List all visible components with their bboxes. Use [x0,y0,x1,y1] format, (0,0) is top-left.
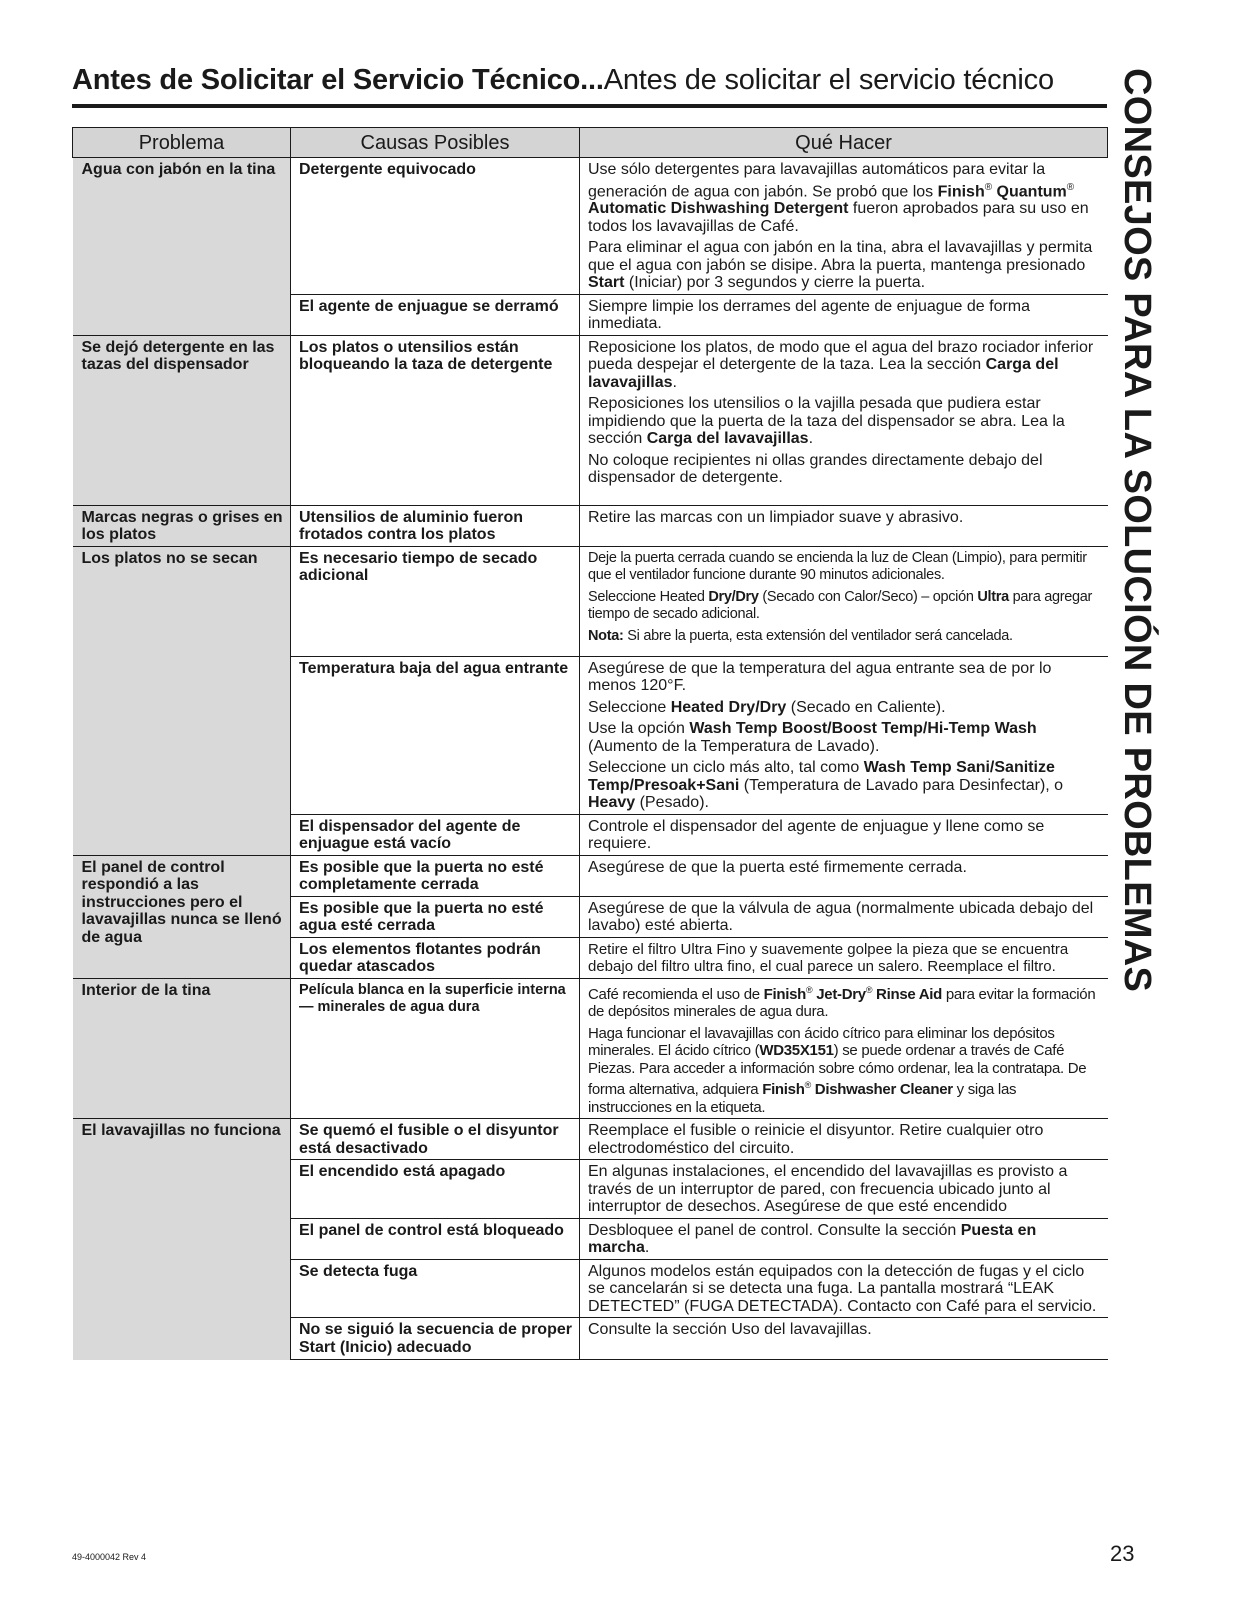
document-number: 49-4000042 Rev 4 [72,1552,147,1562]
table-row [73,855,1108,896]
registered-mark: ® [806,984,813,995]
text-bold: Finish [763,985,807,1003]
registered-mark: ® [1066,181,1075,193]
text: fueron aprobados para su uso en todos los lavavajillas de Café. [588,200,1089,235]
text-bold: Quantum [996,182,1067,200]
text: Seleccione un ciclo más alto, tal como [588,759,864,777]
text: Si abre la puerta, esta extensión del ventilador será cancelada. [623,627,1013,644]
text: . [672,373,677,391]
solution-cell: Consulte la sección Uso del lavavajillas. [580,1318,1108,1360]
registered-mark: ® [865,984,873,995]
solution-cell [580,1218,1108,1259]
page-title [72,62,1107,98]
text: Seleccione Heated [588,588,709,605]
text-bold: Wash Temp Sani/Sanitize Temp/Presoak+Sani [588,759,1055,794]
cause-cell: El panel de control está bloqueado [291,1218,580,1259]
solution-paragraph [588,982,1102,1021]
text: (Secado en Caliente). [786,698,946,716]
solution-cell: Reemplace el fusible o reinicie el disyuntor. Retire cualquier otro electrodoméstico del circuito. [580,1119,1108,1160]
text: para evitar la formación de depósitos minerales de agua dura. [588,985,1096,1021]
registered-mark: ® [984,181,993,193]
solution-cell: Algunos modelos están equipados con la detección de fugas y el ciclo se cancelarán si se detecta una fuga. La pantalla mostrará “LEAK DETECTED” (FUGA DETECTADA). Contacto con Café para el servicio. [580,1259,1108,1318]
cause-cell: Los platos o utensilios están bloqueando la taza de detergente [291,335,580,505]
table-row [73,158,1108,295]
text-bold: Carga del lavavajillas [588,356,1059,391]
side-section-title: CONSEJOS PARA LA SOLUCIÓN DE PROBLEMAS [1116,68,1158,993]
cause-cell: Utensilios de aluminio fueron frotados contra los platos [291,505,580,546]
text: para agregar tiempo de secado adicional. [588,588,1093,623]
text: (Secado con Calor/Seco) – opción [758,588,978,605]
cause-cell: El agente de enjuague se derramó [291,294,580,335]
text: Desbloquee el panel de control. Consulte la sección [588,1221,961,1239]
solution-paragraph: Asegúrese de que la temperatura del agua entrante sea de por lo menos 120°F. [588,659,1052,695]
text: Reposiciones los utensilios o la vajilla pesada que pudiera estar impidiendo que la puerta de la taza del dispensador se abra. Lea la sección [588,395,1065,448]
cause-cell: El dispensador del agente de enjuague está vacío [291,814,580,855]
text: ) se puede ordenar a través de Café Piezas. Para acceder a información sobre cómo ordenar, lea la contratapa. De forma alternativa, adquiera [588,1042,1087,1099]
solution-cell [580,656,1108,814]
solution-cell: Controle el dispensador del agente de enjuague y llene como se requiere. [580,814,1108,855]
header-que-hacer: Qué Hacer [580,128,1108,158]
table-row [73,335,1108,505]
cause-cell: Temperatura baja del agua entrante [291,656,580,814]
text: Use la opción [588,720,690,738]
solution-cell [580,158,1108,295]
problem-cell: Se dejó detergente en las tazas del dispensador [73,335,291,505]
table-row [73,1119,1108,1160]
solution-paragraph [588,699,1102,717]
page-title-bold: Antes de Solicitar el Servicio Técnico... [72,64,604,96]
text-bold: Heated Dry/Dry [670,698,787,716]
text: Reposicione los platos, de modo que el agua del brazo rociador inferior pueda despejar el detergente de la taza. Lea la sección [588,338,1094,374]
text: Use sólo detergentes para lavavajillas automáticos para evitar la generación de agua con jabón. Se probó que los [588,161,1046,200]
text-bold: WD35X151 [759,1042,834,1060]
table-row [73,978,1108,1119]
table-header-row [73,128,1108,158]
solution-cell: Retire el filtro Ultra Fino y suavemente golpee la pieza que se encuentra debajo del filtro ultra fino, el cual parece un salero. Reemplace el filtro. [580,937,1108,978]
cause-cell: El encendido está apagado [291,1160,580,1219]
cause-cell: No se siguió la secuencia de proper Start (Inicio) adecuado [291,1318,580,1360]
solution-paragraph [588,161,1102,235]
text: Para eliminar el agua con jabón en la tina, abra el lavavajillas y permita que el agua con jabón se disipe. Abra la puerta, mantenga presionado [588,239,1093,274]
solution-paragraph [588,759,1102,812]
solution-paragraph [588,720,1102,755]
solution-cell: En algunas instalaciones, el encendido del lavavajillas es provisto a través de un interruptor de pared, con frecuencia ubicado junto al interruptor de desechos. Asegúrese de que esté encendido [580,1160,1108,1219]
cause-cell: Película blanca en la superficie interna — minerales de agua dura [291,978,580,1119]
cause-cell: Se detecta fuga [291,1259,580,1318]
solution-paragraph [588,1025,1102,1117]
cause-cell: Es necesario tiempo de secado adicional [291,546,580,656]
text-bold: Jet-Dry [812,985,866,1003]
text-bold: Rinse Aid [872,985,942,1003]
solution-cell [580,546,1108,656]
cause-cell: Es posible que la puerta no esté completamente cerrada [291,855,580,896]
problem-cell: Marcas negras o grises en los platos [73,505,291,546]
text-bold: Carga del lavavajillas [646,430,809,448]
solution-cell [580,335,1108,505]
cause-cell: Los elementos flotantes podrán quedar atascados [291,937,580,978]
page-title-regular: Antes de solicitar el servicio técnico [603,64,1054,96]
text-bold: Ultra [977,588,1009,605]
header-causas: Causas Posibles [291,128,580,158]
text-bold: Start [588,274,625,292]
text: . [808,430,814,448]
troubleshooting-table-container [72,127,1107,1360]
solution-paragraph: No coloque recipientes ni ollas grandes directamente debajo del dispensador de detergente. [588,451,1043,487]
solution-paragraph [588,589,1102,624]
solution-paragraph [588,395,1102,448]
text-bold: Finish [762,1081,805,1099]
text-bold: Automatic Dishwashing Detergent [588,200,849,218]
troubleshooting-table [72,127,1108,1360]
text-bold: Puesta en marcha [588,1221,1037,1257]
solution-paragraph: Deje la puerta cerrada cuando se encienda la luz de Clean (Limpio), para permitir que el ventilador funcione durante 90 minutos adicionales. [588,549,1087,584]
text: (Iniciar) por 3 segundos y cierre la puerta. [624,274,926,292]
text: (Aumento de la Temperatura de Lavado). [588,737,880,755]
solution-paragraph [588,239,1102,292]
solution-cell: Asegúrese de que la puerta esté firmemente cerrada. [580,855,1108,896]
solution-paragraph [588,628,1102,646]
text: Seleccione [588,698,671,716]
cause-cell: Es posible que la puerta no esté agua esté cerrada [291,896,580,937]
problem-cell: Agua con jabón en la tina [73,158,291,336]
header-problema: Problema [73,128,291,158]
text-bold: Heavy [588,794,636,812]
text: (Temperatura de Lavado para Desinfectar), o [739,776,1064,794]
problem-cell: Interior de la tina [73,978,291,1119]
cause-cell: Se quemó el fusible o el disyuntor está desactivado [291,1119,580,1160]
text-bold: Wash Temp Boost/Boost Temp/Hi-Temp Wash [689,720,1037,738]
registered-mark: ® [804,1080,811,1091]
text: Haga funcionar el lavavajillas con ácido cítrico para eliminar los depósitos minerales. El ácido cítrico ( [588,1024,1055,1060]
solution-cell: Asegúrese de que la válvula de agua (normalmente ubicada debajo del lavabo) esté abierta. [580,896,1108,937]
text: (Pesado). [635,794,709,812]
text-bold: Finish [937,182,985,200]
problem-cell: Los platos no se secan [73,546,291,855]
title-divider [72,104,1107,108]
problem-cell: El panel de control respondió a las instrucciones pero el lavavajillas nunca se llenó de agua [73,855,291,978]
text: y siga las instrucciones en la etiqueta. [588,1081,1017,1116]
text-bold: Dry/Dry [708,588,759,605]
text-bold: Dishwasher Cleaner [810,1081,953,1099]
text: Café recomienda el uso de [588,985,764,1003]
problem-cell: El lavavajillas no funciona [73,1119,291,1360]
page-number: 23 [1110,1541,1135,1566]
table-row [73,505,1108,546]
cause-cell: Detergente equivocado [291,158,580,295]
text-bold: Nota: [588,627,624,644]
solution-paragraph [588,339,1102,392]
text: . [644,1239,650,1257]
solution-cell [580,978,1108,1119]
solution-cell: Retire las marcas con un limpiador suave y abrasivo. [580,505,1108,546]
table-row [73,546,1108,656]
solution-cell: Siempre limpie los derrames del agente de enjuague de forma inmediata. [580,294,1108,335]
